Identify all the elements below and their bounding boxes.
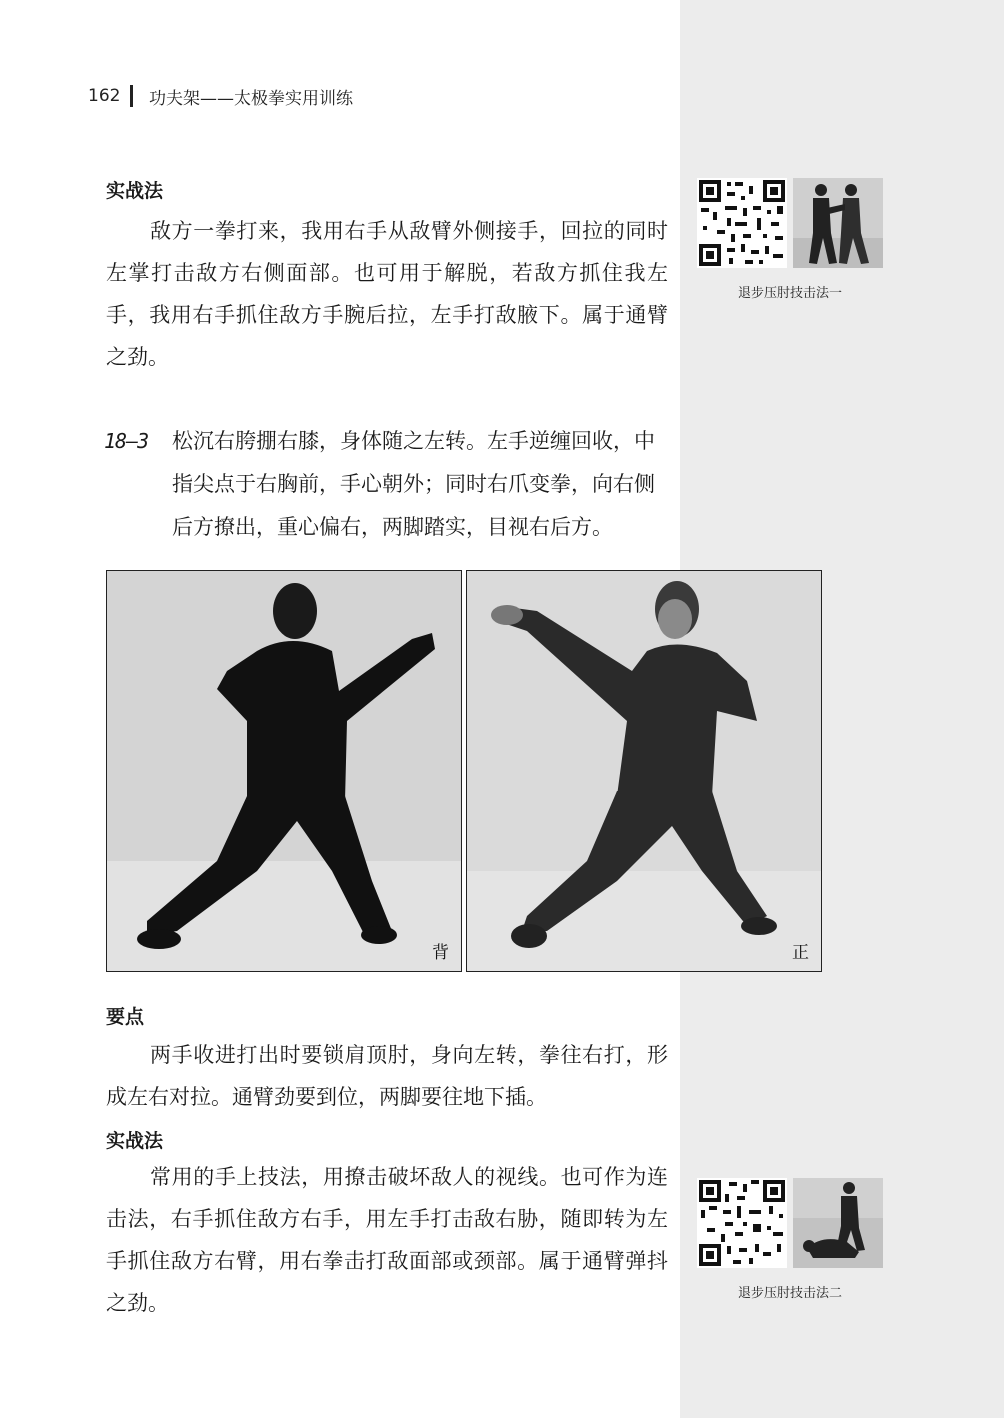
back-view-label: 背 (432, 943, 449, 963)
video-caption-2: 退步压肘技击法二 (737, 1286, 842, 1301)
page-number: 162 (88, 86, 121, 106)
key-points-body: 两手收进打出时要锁肩顶肘，身向左转，拳往右打，形成左右对拉。通臂劲要到位，两脚要往地下插。 (106, 1043, 668, 1109)
step-text: 松沉右胯掤右膝，身体随之左转。左手逆缠回收，中指尖点于右胸前，手心朝外；同时右爪变拳，向右侧后方撩出，重心偏右，两脚踏实，目视右后方。 (172, 429, 655, 539)
section-heading-combat-1: 实战法 (106, 180, 164, 202)
book-title: 功夫架——太极拳实用训练 (149, 88, 353, 109)
qr-code-icon[interactable] (697, 1178, 787, 1268)
front-view-figure (467, 571, 821, 971)
section-body-combat-2: 常用的手上技法，用撩击破坏敌人的视线。也可作为连击法，右手抓住敌方右手，用左手打击敌右胁，随即转为左手抓住敌方右臂，用右拳击打敌面部或颈部。属于通臂弹抖之劲。 (106, 1165, 668, 1315)
qr-code-icon[interactable] (697, 178, 787, 268)
step-18-3 (104, 420, 670, 549)
photo-front-view (466, 570, 822, 972)
video-thumbnail-2[interactable] (793, 1178, 883, 1268)
video-caption-1: 退步压肘技击法一 (737, 286, 842, 301)
photo-back-view (106, 570, 462, 972)
key-points-heading: 要点 (106, 1006, 145, 1028)
step-number: 18—3 (104, 429, 149, 453)
section-body-combat-1: 敌方一拳打来，我用右手从敌臂外侧接手，回拉的同时左掌打击敌方右侧面部。也可用于解脱，若敌方抓住我左手，我用右手抓住敌方手腕后拉，左手打敌腋下。属于通臂之劲。 (106, 219, 668, 369)
video-thumbnail-1[interactable] (793, 178, 883, 268)
header-divider (130, 85, 133, 107)
running-header (88, 82, 353, 110)
video-thumbnail-2-image (793, 1178, 883, 1268)
video-thumbnail-1-image (793, 178, 883, 268)
front-view-label: 正 (792, 943, 809, 963)
back-view-figure (107, 571, 461, 971)
section-heading-combat-2: 实战法 (106, 1130, 164, 1152)
